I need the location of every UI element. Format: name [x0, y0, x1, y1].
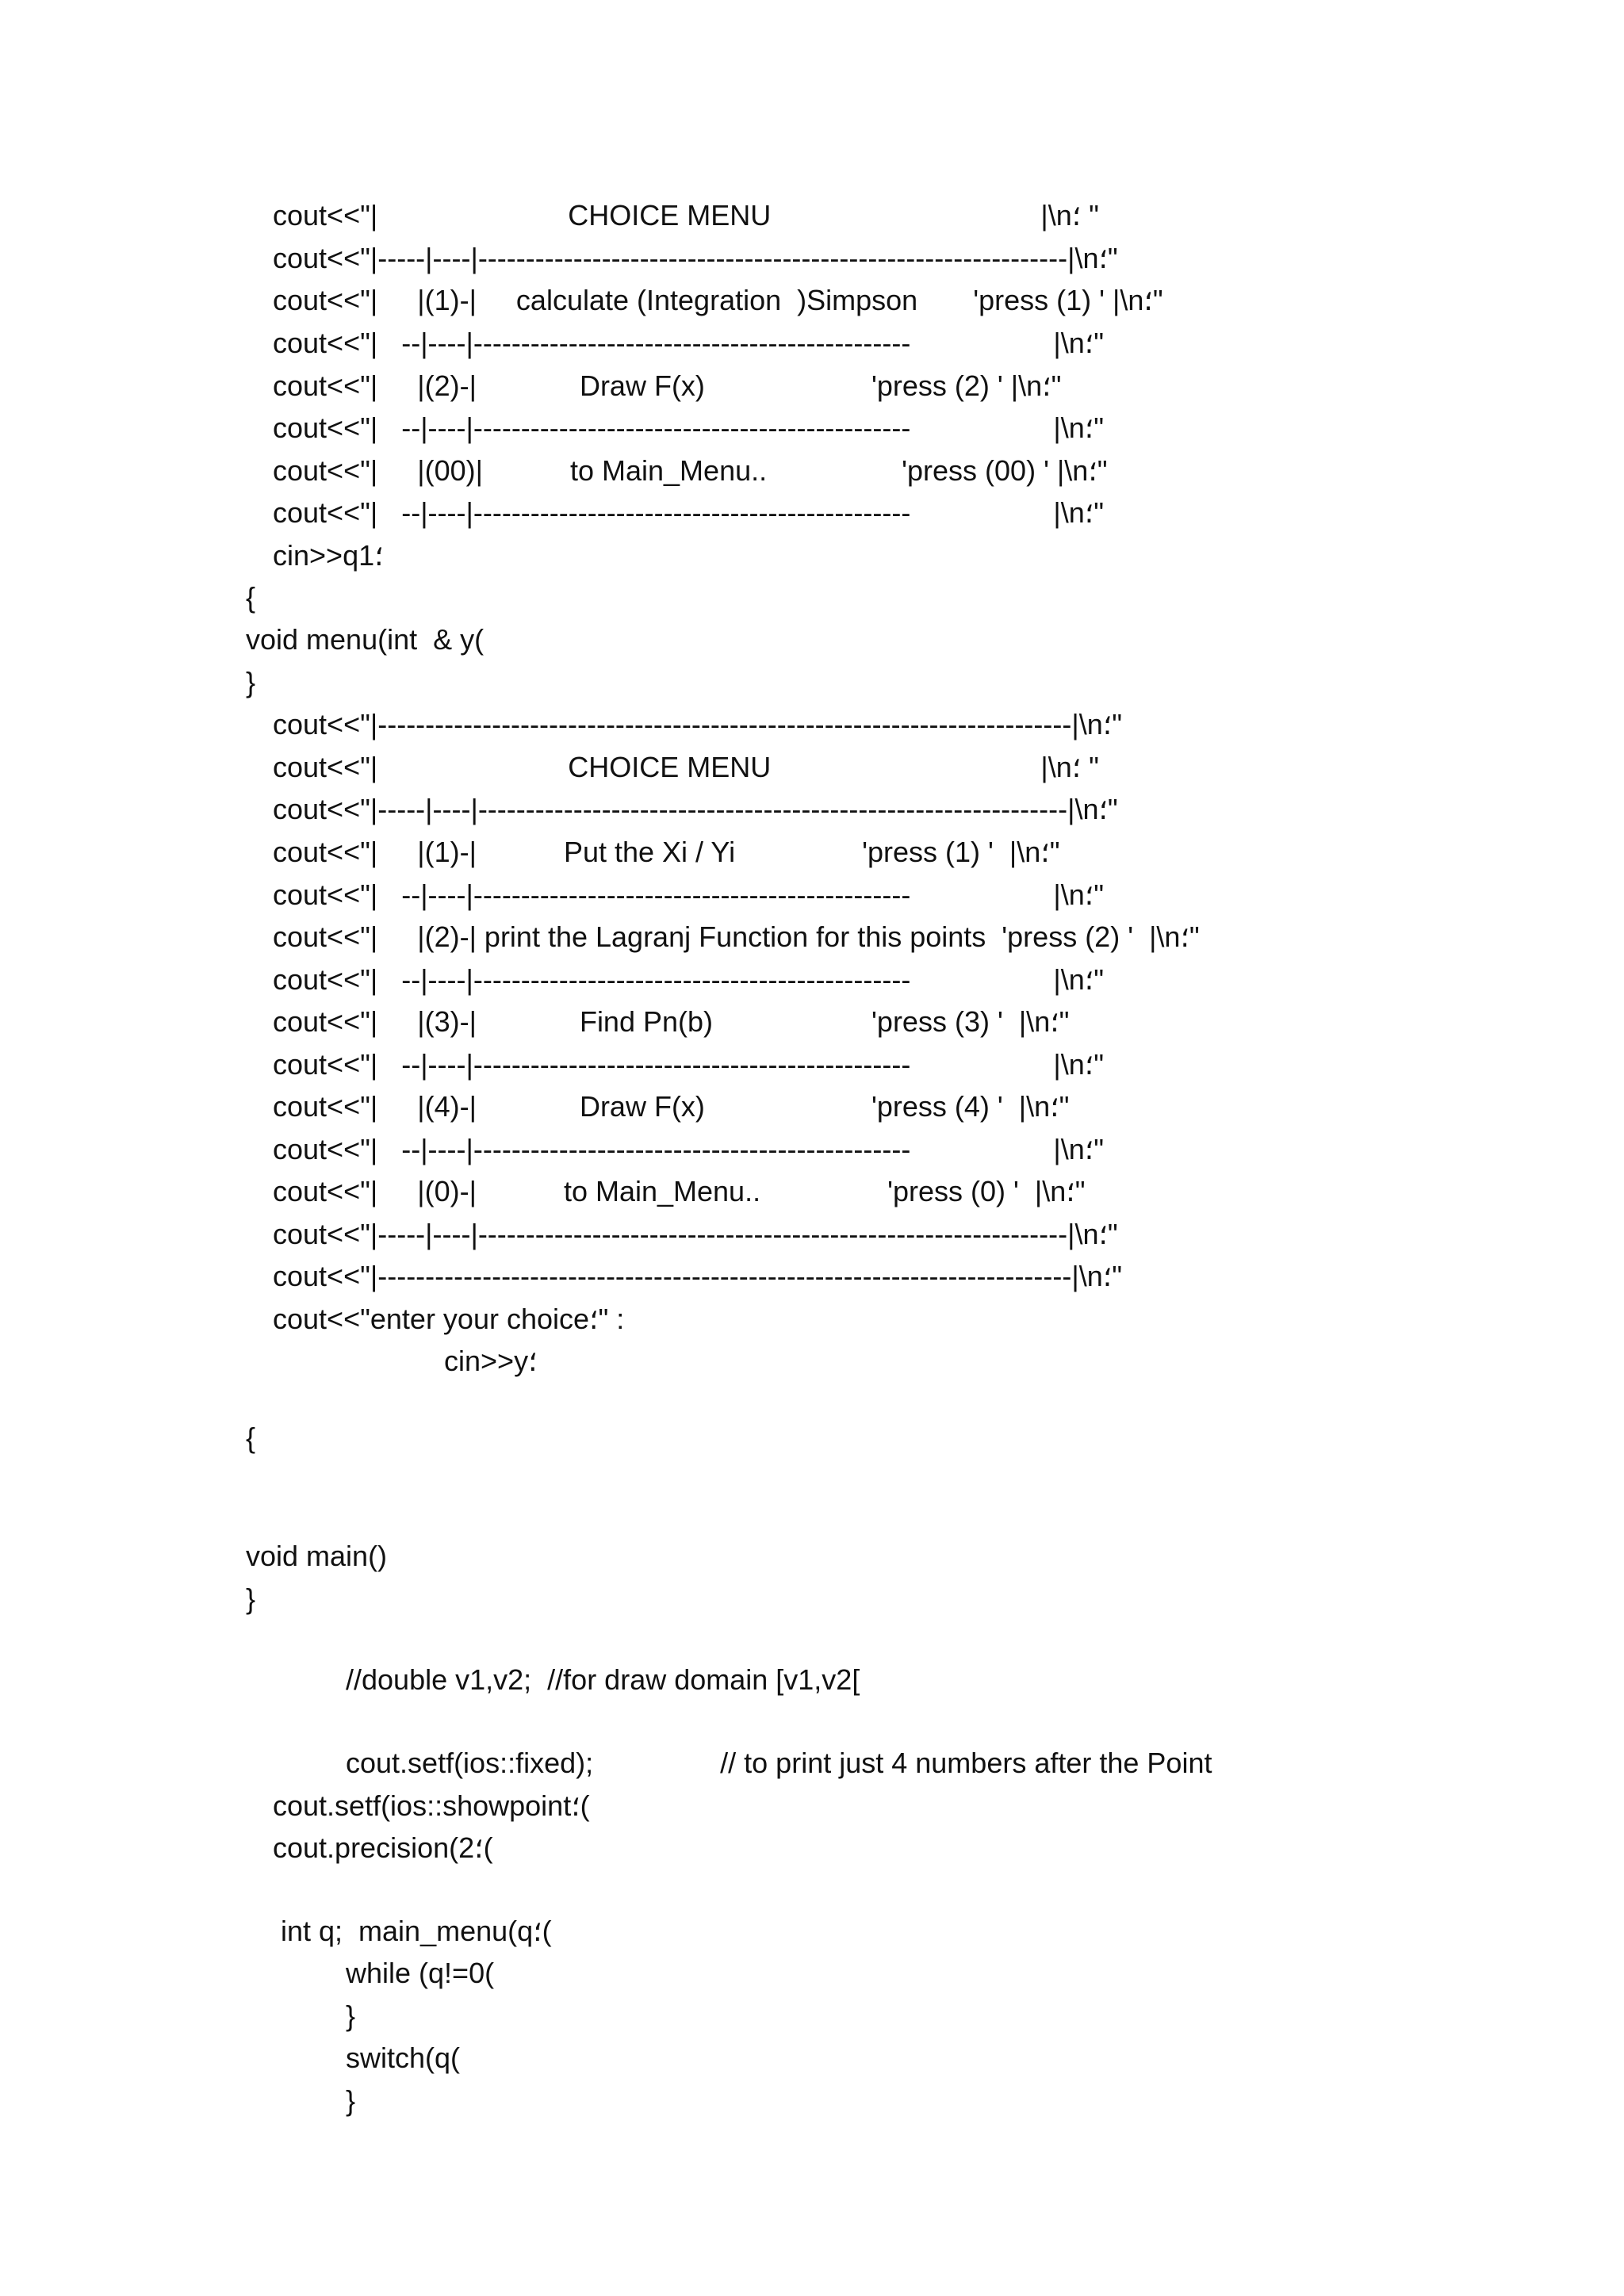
code-line: cout<<"| |(1)-| calculate (Integration )Simpson 'press (1) ' |\n؛" — [273, 284, 1163, 316]
code-line: cout.setf(ios::fixed); // to print just 4 numbers after the Point — [346, 1747, 1212, 1779]
code-line: cout<<"| --|----|---------------------------------------------- |\n؛" — [273, 878, 1104, 911]
code-line: { — [246, 581, 256, 614]
code-line: cin>>q1؛ — [273, 539, 384, 572]
code-line: cout<<"|-----|----|--------------------------------------------------------------|\n؛" — [273, 242, 1118, 274]
code-line: } — [246, 1582, 256, 1615]
code-line: cout<<"| --|----|---------------------------------------------- |\n؛" — [273, 411, 1104, 444]
code-line: cout.precision(2؛( — [273, 1831, 493, 1864]
code-line: cout<<"|-------------------------------------------------------------------------|\n؛" — [273, 1260, 1122, 1292]
code-line: int q; main_menu(q؛( — [281, 1915, 552, 1947]
code-line: cout.setf(ios::showpoint؛( — [273, 1789, 590, 1822]
code-line: while (q!=0( — [346, 1957, 495, 1989]
code-line: } — [346, 2084, 356, 2117]
code-line: { — [246, 1422, 256, 1454]
code-line: switch(q( — [346, 2042, 461, 2074]
code-line: cout<<"| --|----|---------------------------------------------- |\n؛" — [273, 1048, 1104, 1081]
code-line: cout<<"| |(1)-| Put the Xi / Yi 'press (1) ' |\n؛" — [273, 836, 1060, 868]
code-line: cin>>y؛ — [444, 1345, 538, 1377]
code-line: cout<<"| |(3)-| Find Pn(b) 'press (3) ' |\n؛" — [273, 1005, 1070, 1038]
code-line: void menu(int & y( — [246, 623, 485, 656]
code-line: cout<<"| --|----|---------------------------------------------- |\n؛" — [273, 496, 1104, 529]
code-line: cout<<"| --|----|---------------------------------------------- |\n؛" — [273, 327, 1104, 359]
code-line: cout<<"|-----|----|--------------------------------------------------------------|\n؛" — [273, 1218, 1118, 1250]
code-comment: //double v1,v2; //for draw domain [v1,v2[ — [346, 1663, 860, 1696]
code-line: cout<<"| |(0)-| to Main_Menu.. 'press (0) ' |\n؛" — [273, 1175, 1086, 1207]
code-line: cout<<"|-------------------------------------------------------------------------|\n؛" — [273, 708, 1122, 740]
code-line: cout<<"enter your choice؛" : — [273, 1303, 625, 1335]
code-line: cout<<"| CHOICE MENU |\n؛ " — [273, 751, 1099, 783]
code-line: cout<<"| |(2)-| print the Lagranj Function for this points 'press (2) ' |\n؛" — [273, 920, 1200, 953]
code-line: cout<<"| CHOICE MENU |\n؛ " — [273, 199, 1099, 232]
code-line: } — [246, 666, 256, 698]
code-line: cout<<"| --|----|---------------------------------------------- |\n؛" — [273, 1133, 1104, 1165]
code-line: cout<<"| --|----|---------------------------------------------- |\n؛" — [273, 963, 1104, 996]
code-line: cout<<"| |(00)| to Main_Menu.. 'press (00) ' |\n؛" — [273, 454, 1108, 487]
code-line: cout<<"| |(2)-| Draw F(x) 'press (2) ' |\n؛" — [273, 369, 1062, 402]
code-line: } — [346, 1999, 356, 2032]
code-line: cout<<"| |(4)-| Draw F(x) 'press (4) ' |\n؛" — [273, 1090, 1070, 1123]
code-line: cout<<"|-----|----|--------------------------------------------------------------|\n؛" — [273, 793, 1118, 825]
code-line: void main() — [246, 1540, 388, 1572]
